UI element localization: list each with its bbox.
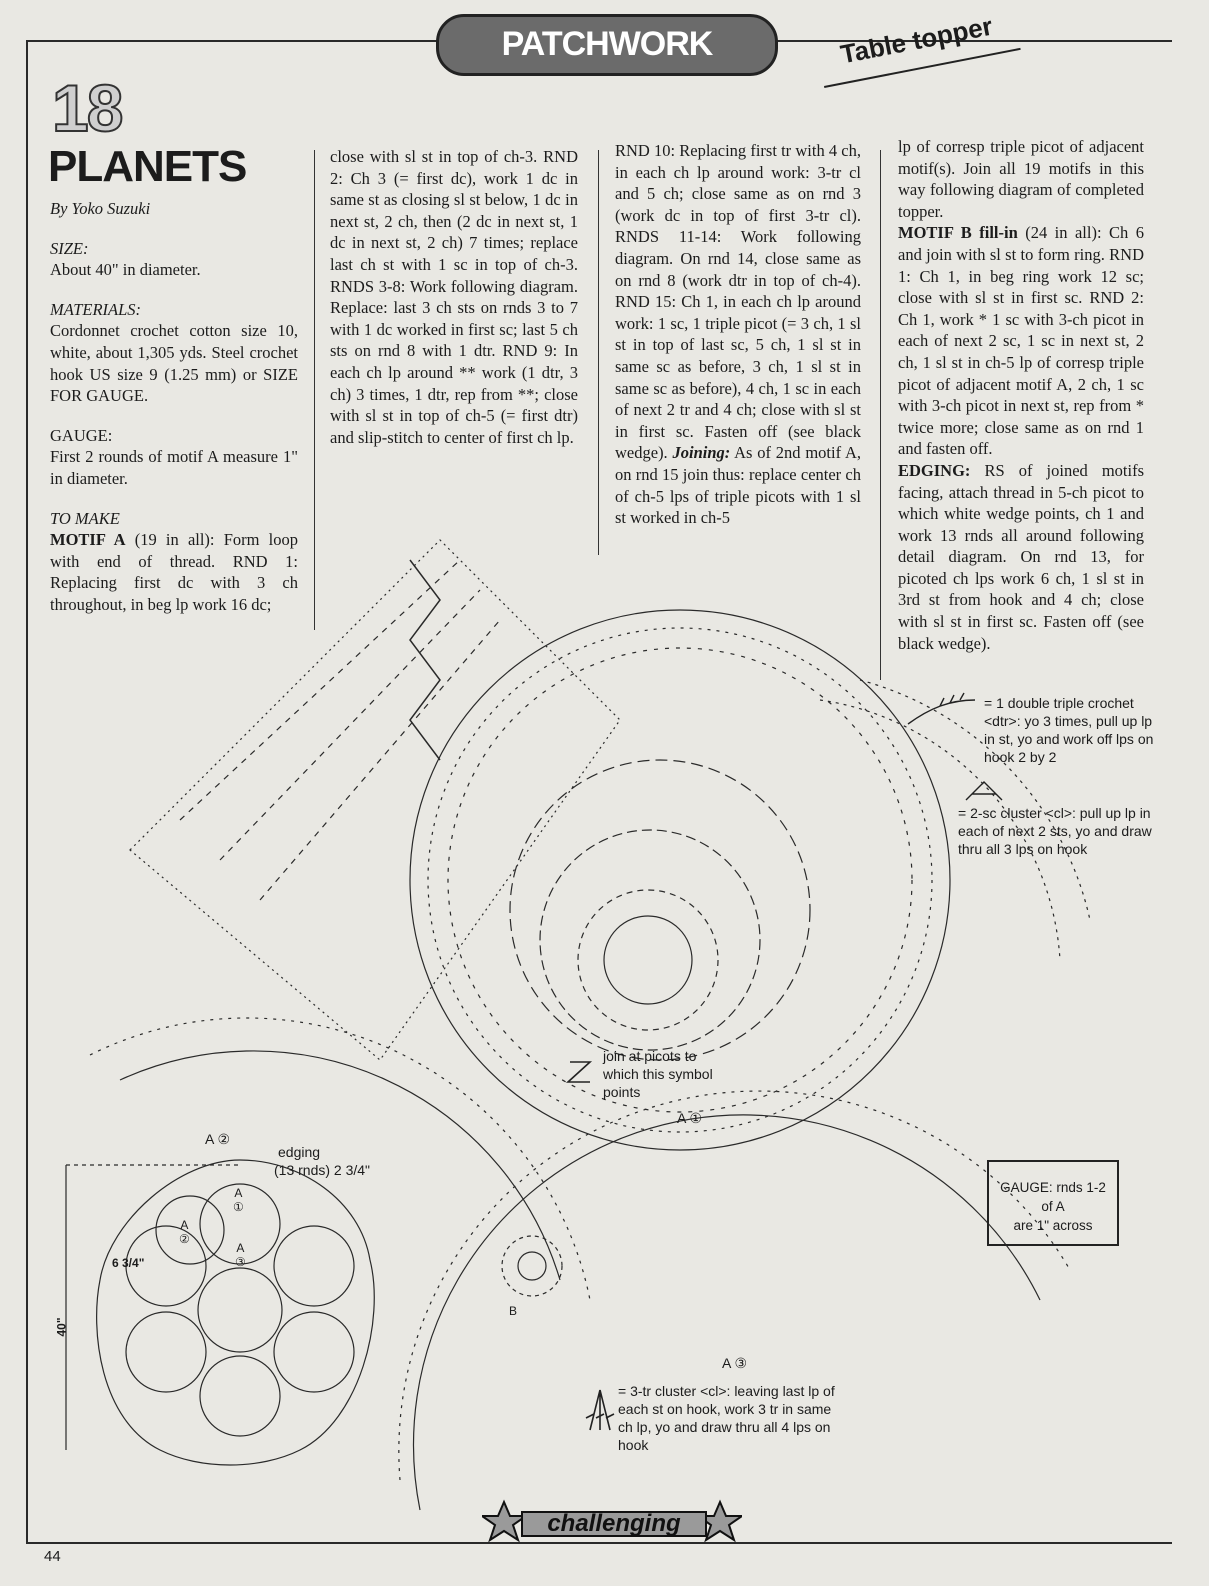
gauge-label: GAUGE: bbox=[50, 425, 113, 445]
motif-a-label: MOTIF A bbox=[50, 530, 126, 550]
motif-b-label: MOTIF B fill-in bbox=[898, 223, 1018, 243]
column-4 bbox=[898, 136, 1144, 654]
label-a3: A ③ bbox=[722, 1355, 748, 1371]
col3-paragraph bbox=[615, 140, 861, 529]
challenging-label: challenging bbox=[547, 1510, 681, 1537]
page-number: 44 bbox=[44, 1548, 61, 1565]
label-small-a3 bbox=[235, 1241, 246, 1269]
col3-text-b: As of 2nd motif A, on rnd 15 join thus: replace center ch of ch-5 lps of triple picots with 1 sl st worked in ch-5 bbox=[615, 443, 861, 528]
gauge-text: First 2 rounds of motif A measure 1" in diameter. bbox=[50, 447, 298, 488]
motif-a-paragraph bbox=[50, 529, 298, 615]
gauge-box-line3: are 1" across bbox=[1013, 1218, 1093, 1233]
challenging-badge bbox=[482, 1498, 742, 1548]
column-divider-3 bbox=[880, 150, 881, 680]
byline: By Yoko Suzuki bbox=[50, 199, 151, 218]
label-a2: A ② bbox=[205, 1131, 231, 1147]
gauge-box-line2: of A bbox=[1041, 1199, 1065, 1214]
edging-text: RS of joined motifs facing, attach thread in 5-ch picot to which white wedge points, ch 1 and work 13 rnds all around following detail diagram. On rnd 13, for picoted ch lps work 6 ch, 1 sl st in 3rd st from hook and 4 ch; close with sl st in first sc. Fasten off (see black wedge). bbox=[898, 460, 1144, 653]
col3-text-a: RND 10: Replacing first tr with 4 ch, in each ch lp around work: 3-tr cl and 5 ch; close same as on rnd 3 (work dc in top of first 3-tr cl). RNDS 11-14: Work following diagram. On rnd 14, close same as on rnd 8 (work dtr in top of ch-4). RND 15: Ch 1, in each ch lp around work: 1 sc, 1 triple picot (= 3 ch, 1 sl st in top of last sc, 5 ch, 1 sl st in same sc as before, 3 ch, 1 sl st in same sc as before), 4 ch, 1 sc in each of next 2 tr and 4 ch; close with sl st in first sc. Fasten off (see black wedge). bbox=[615, 141, 861, 463]
label-edging: edging bbox=[278, 1144, 321, 1160]
label-b: B bbox=[509, 1304, 518, 1318]
small-a1-num: ① bbox=[233, 1200, 244, 1214]
materials-label: MATERIALS: bbox=[50, 299, 142, 319]
small-a3-letter: A bbox=[236, 1241, 245, 1255]
gauge-box-line1: GAUGE: rnds 1-2 bbox=[1000, 1180, 1106, 1195]
tomake-label: TO MAKE bbox=[50, 508, 120, 528]
small-a2-num: ② bbox=[179, 1232, 190, 1246]
column-3 bbox=[615, 140, 861, 529]
materials-text: Cordonnet crochet cotton size 10, white, about 1,305 yds. Steel crochet hook US size 9 (1.25 mm) or SIZE FOR GAUGE. bbox=[50, 321, 298, 406]
size-label: SIZE: bbox=[50, 238, 89, 258]
label-dim-40: 40" bbox=[54, 1317, 69, 1337]
label-edging-rnds: (13 rnds) 2 3/4" bbox=[274, 1162, 371, 1178]
motif-b-paragraph bbox=[898, 222, 1144, 460]
edging-label: EDGING: bbox=[898, 460, 971, 480]
joining-label: Joining: bbox=[672, 443, 731, 463]
column-divider-1 bbox=[314, 150, 315, 630]
column-2 bbox=[330, 146, 578, 448]
small-a2-letter: A bbox=[180, 1218, 189, 1232]
column-1 bbox=[50, 198, 298, 616]
label-a1: A ① bbox=[677, 1110, 703, 1126]
small-a1-letter: A bbox=[234, 1186, 243, 1200]
motif-b-text: (24 in all): Ch 6 and join with sl st to form ring. RND 1: Ch 1, in beg ring work 12 sc; close with sl st in first sc. RND 2: Ch 1, work * 1 sc with 3-ch picot in each of next 2 sc, 1 sc in next st, 2 ch, 1 sl st in ch-5 lp of corresp triple picot of adjacent motif A, 2 ch, 1 sc with 3-ch picot in next st, rep from * twice more; close same as on rnd 1 and fasten off. bbox=[898, 223, 1144, 459]
label-small-a1 bbox=[233, 1186, 244, 1214]
motif-a-text: (19 in all): Form loop with end of thread. RND 1: Replacing first dc with 3 ch throughout, in beg lp work 16 dc; bbox=[50, 530, 298, 614]
legend-join: join at picots to which this symbol points bbox=[603, 1048, 713, 1100]
legend-tr-cluster: = 3-tr cluster <cl>: leaving last lp of each st on hook, work 3 tr in same ch lp, yo and draw thru all 4 lps on hook bbox=[618, 1383, 835, 1453]
col2-text: close with sl st in top of ch-3. RND 2: Ch 3 (= first dc), work 1 dc in same st as closing sl st below, 1 dc in next st, 2 ch, then (2 dc in next st, 1 dc in next st, 2 ch) 7 times; replace last ch st with 1 sc in top of ch-3. RNDS 3-8: Work following diagram. Replace: last 3 ch sts on rnds 3 to 7 with 1 dc worked in first sc; last 5 ch sts on rnd 8 with 1 dtr. RND 9: In each ch lp around ** work (1 dtr, 3 ch) 3 times, 1 dtr, rep from **; close with sl st in top of ch-5 (= first dtr) and slip-stitch to center of first ch lp. bbox=[330, 147, 578, 447]
size-text: About 40" in diameter. bbox=[50, 260, 201, 280]
label-small-a2 bbox=[179, 1218, 190, 1246]
column-divider-2 bbox=[598, 150, 599, 555]
gauge-box bbox=[987, 1160, 1119, 1246]
edging-paragraph bbox=[898, 460, 1144, 654]
label-dim-6-3-4: 6 3/4" bbox=[112, 1256, 145, 1270]
project-number: 18 bbox=[52, 71, 122, 145]
section-tab: PATCHWORK bbox=[436, 14, 778, 76]
project-title: PLANETS bbox=[48, 142, 247, 191]
category-label: Table topper bbox=[838, 10, 995, 70]
col4-text-a: lp of corresp triple picot of adjacent motif(s). Join all 19 motifs in this way following diagram of completed topper. bbox=[898, 137, 1144, 221]
legend-sc-cluster: = 2-sc cluster <cl>: pull up lp in each of next 2 sts, yo and draw thru all 3 lps on hook bbox=[958, 805, 1152, 857]
legend-dtr: = 1 double triple crochet <dtr>: yo 3 times, pull up lp in st, yo and work off lps on hook 2 by 2 bbox=[984, 695, 1154, 765]
small-a3-num: ③ bbox=[235, 1255, 246, 1269]
